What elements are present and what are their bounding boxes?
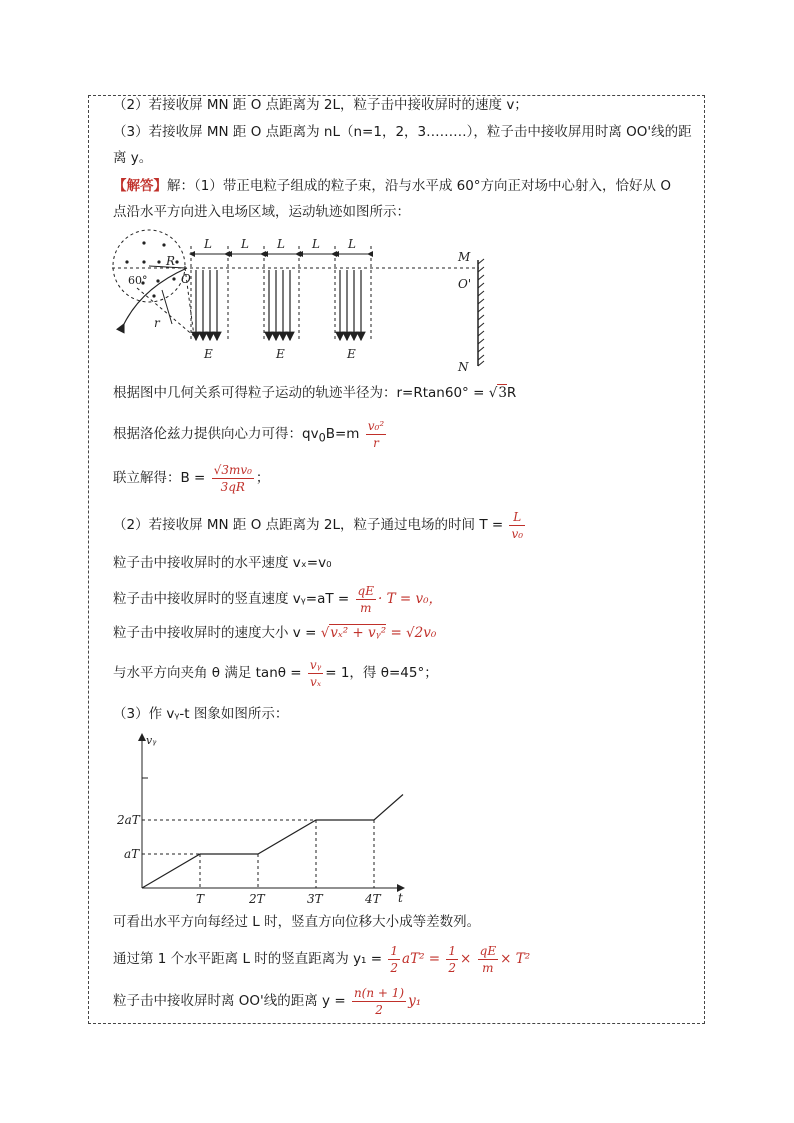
question-2: （2）若接收屏 MN 距 O 点距离为 2L，粒子击中接收屏时的速度 v； [113,97,528,113]
radius-line: 根据图中几何关系可得粒子运动的轨迹半径为：r=Rtan60° = √3R [113,385,517,401]
label-R: R [166,254,176,268]
vy-t-chart [108,728,408,908]
y-axis-label: vᵧ [146,734,157,747]
label-L-1: L [204,237,212,251]
x-tick-label: 3T [307,892,323,906]
label-L-3: L [277,237,285,251]
question-3-line1: （3）若接收屏 MN 距 O 点距离为 nL（n=1，2，3………），粒子击中接收屏用时离 OO'线的距 [113,124,692,140]
y-tick-label: aT [124,847,140,861]
part2-line: （2）若接收屏 MN 距 O 点距离为 2L，粒子通过电场的时间 T = $\frac{L}{\text{v₀}}$ [113,509,524,541]
label-M: M [458,250,471,264]
answer-text-1: 解：（1）带正电粒子组成的粒子束，沿与水平成 60°方向正对场中心射入，恰好从 O [167,178,671,194]
tan-fraction: $\frac{\text{vᵧ}}{\text{vₓ}}$ [309,657,322,689]
series-line [142,795,403,889]
y1-line: 通过第 1 个水平距离 L 时的竖直距离为 y₁ = $\frac{1}{2}$ aT² = $\frac{1}{2}$ × $\frac{qE}{m}$ × T² [113,943,531,975]
question-3-line2: 离 y。 [113,150,153,166]
v-line: 粒子击中接收屏时的速度大小 v = √vₓ² + vᵧ² = √2v₀ [113,625,437,641]
label-O: O [181,272,191,286]
label-L-5: L [348,237,356,251]
y-line: 粒子击中接收屏时离 OO'线的距离 y = $\frac{n(n + 1)}{2}$ y₁ [113,985,422,1017]
vy-line: 粒子击中接收屏时的竖直速度 vᵧ=aT = $\frac{qE}{m}$ · T = v₀， [113,583,443,615]
label-E-2: E [276,347,285,361]
solve-line: 联立解得：B = $\frac{\text{√3mv₀}}{3qR}$ ； [113,462,270,494]
label-L-2: L [241,237,249,251]
trajectory-figure [112,228,497,378]
x-tick-label: T [196,892,205,906]
part3-line: （3）作 vᵧ-t 图象如图所示： [113,706,289,722]
label-E-1: E [204,347,213,361]
solve-fraction: $\frac{\text{√3mv₀}}{3qR}$ [213,462,252,494]
label-r: r [154,316,160,330]
x-tick-label: 2T [249,892,265,906]
label-60: 60° [128,274,148,287]
answer-line1 [113,176,671,196]
y-tick-label: 2aT [117,813,140,827]
label-N: N [458,360,469,374]
lorentz-line: 根据洛伦兹力提供向心力可得：$qv_0B=m$ $\frac{\text{v₀²}}{r}$ [113,418,385,450]
observation-line: 可看出水平方向每经过 L 时，竖直方向位移大小成等差数列。 [113,914,481,930]
lorentz-fraction: $\frac{\text{v₀²}}{r}$ [367,418,385,450]
answer-line2: 点沿水平方向进入电场区域，运动轨迹如图所示： [113,204,410,220]
x-axis-label: t [398,891,403,905]
label-O-prime: O' [458,277,472,291]
tan-line: 与水平方向夹角 θ 满足 tanθ = $\frac{\text{vᵧ}}{\text{vₓ}}$ = 1，得 θ=45°； [113,657,438,689]
vx-line: 粒子击中接收屏时的水平速度 vₓ=v₀ [113,555,332,571]
time-fraction: $\frac{L}{\text{v₀}}$ [511,509,524,541]
x-tick-label: 4T [365,892,381,906]
vy-fraction: $\frac{qE}{m}$ [357,583,374,615]
label-E-3: E [347,347,356,361]
label-L-4: L [312,237,320,251]
answer-tag: 【解答】 [113,178,167,194]
